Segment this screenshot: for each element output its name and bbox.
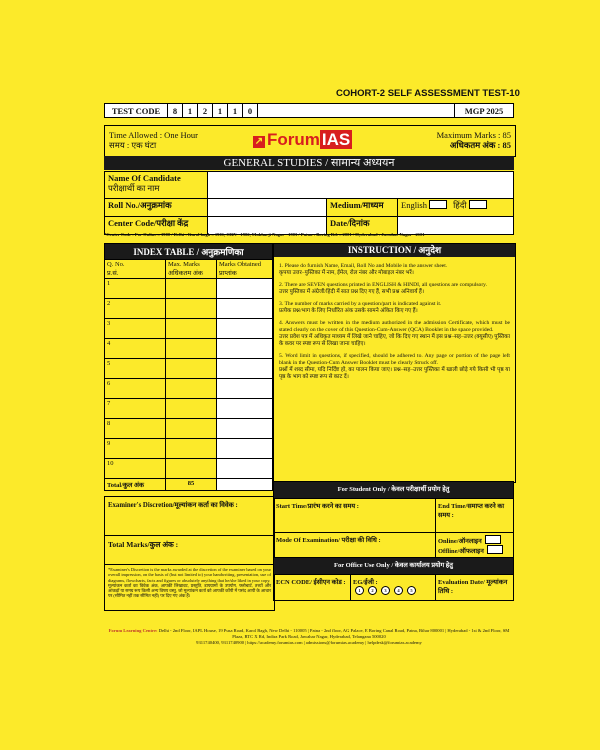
eg-option[interactable]: 3 (381, 586, 390, 595)
offline-checkbox[interactable] (487, 545, 503, 554)
test-code-digit: 1 (213, 104, 228, 118)
table-row: 2 (105, 299, 166, 319)
student-section (273, 481, 514, 601)
evaluation-date-field[interactable]: Evaluation Date/ मूल्यांकन तिथि : (436, 575, 514, 601)
paper-title: GENERAL STUDIES / सामान्य अध्ययन (104, 156, 514, 170)
table-row: 7 (105, 399, 166, 419)
total-value: 85 (166, 479, 217, 491)
instruction-item: 2. There are SEVEN questions printed in ENGLISH & HINDI, all questions are compulsory. उत्तर पुस्तिका में अंग्रेजी/हिंदी में सात प्रश्न दिए गए हैं, सभी प्रश्न अनिवार्य हैं। (279, 282, 488, 295)
test-title: COHORT-2 SELF ASSESSMENT TEST-10 (336, 88, 520, 99)
table-row: 3 (105, 319, 166, 339)
name-field[interactable] (208, 172, 514, 199)
instruction-item: 4. Answers must be written in the medium authorized in the admission Certificate, which must be stated clearly on the cover of this Question-Cum-Answer (QCA) Booklet in the space provided. उत्तर प्रवेश पत्र में अधिकृत माध्यम में लिखे जाने चाहिए, जो कि दिए गए स्थान में इस प्रश्न–सह–उत्तर (क्यूसीए) पुस्तिका के कवर पर स्पष्ट रूप से लिखा जाना चाहिए। (279, 320, 510, 347)
end-time-field[interactable]: End Time/समाप्त करने का समय : (436, 499, 514, 533)
eg-option[interactable]: 5 (407, 586, 416, 595)
test-code-bar (104, 103, 514, 118)
total-label: Total/कुल अंक (105, 479, 166, 491)
disclaimer-hi: मूल्यांकन कर्ता का विवेक अंक, आपकी लिखावट, प्रस्तुति, डायग्रामों के उपयोग, फ्लोचार्ट, तथ्यों और आंकड़ों या समग्र रूप किसी अन्य विषय वस्तु, जो मूल्यांकन कर्ता को आपकी कॉपी में पसंद आयी के आधार पर (सीमित नहीं तक सीमित नहीं) पर दिए गए अंक हैं। (108, 582, 271, 599)
paper-header (104, 125, 516, 157)
mode-exam-label: Mode Of Examination/ परीक्षा की विधि : (274, 533, 436, 558)
eg-option[interactable]: 1 (355, 586, 364, 595)
col-q-no: Q. No. प्र.सं. (105, 260, 166, 279)
mode-options: Online/ऑनलाइन Offline/ऑफलाइन (436, 533, 514, 558)
table-row: 5 (105, 359, 166, 379)
roll-label: Roll No./अनुक्रमांक (105, 199, 208, 217)
instruction-item: 5. Word limit in questions, if specified, should be adhered to. Any page or portion of the page left blank in the Question-Cum Answer Booklet must be clearly Struck off. प्रश्नों में शब्द सीमा, यदि निर्दिष्ट हो, का पालन किया जाए। प्रश्न–सह–उत्तर पुस्तिका में खाली छोड़े गये किसी भी पृष्ठ या पृष्ठ के भाग को स्पष्ट रूप से काट दें। (279, 353, 510, 380)
footer-label: Forum Learning Centre: (108, 628, 158, 633)
index-table (104, 243, 273, 491)
name-label: Name Of Candidate परीक्षार्थी का नाम (105, 172, 208, 199)
candidate-details (104, 171, 514, 235)
center-label: Center Code/परीक्षा केंद्र (105, 217, 208, 235)
disclaimer-en: *Examiner's Discretion is the marks awarded at the discretion of the examiner based on your overall impression, on the basis of (but not limited to) your handwriting, presentation, use of diagrams, flowcharts, facts and figures or absolutely anything that he/she liked in your copy. (108, 567, 271, 583)
max-marks: Maximum Marks : 85 अधिकतम अंक : 85 (436, 130, 511, 150)
ecn-code-field[interactable]: ECN CODE/ ईसीएन कोड : (274, 575, 351, 601)
footer (104, 628, 514, 646)
mgp-label: MGP 2025 (455, 104, 514, 118)
code-spacer (258, 104, 455, 118)
eg-field: EG/ईजी : 1 2 3 4 5 (351, 575, 436, 601)
total-obtained-field[interactable] (217, 479, 273, 491)
center-codes-note: *Center Code : For Online – 1900 / Delhi : Karol bagh – 1901, ORN - 1902, Mukharji Nagar - 1903 / Patna : Boring Rd. – 2001 / Hyderabad : Jawahar Nagar - 2101 (104, 232, 425, 237)
table-row: 1 (105, 279, 166, 299)
medium-options: English हिंदी (398, 199, 514, 217)
examiner-section (104, 496, 275, 611)
test-code-digit: 1 (183, 104, 198, 118)
online-checkbox[interactable] (485, 535, 501, 544)
hindi-checkbox[interactable] (469, 200, 487, 209)
instruction-title: INSTRUCTION / अनुदेश (274, 244, 515, 257)
time-allowed: Time Allowed : One Hour समय : एक घंटा (109, 130, 198, 150)
examiner-discretion-label: Examiner's Discretion/मूल्यांकन कर्ता का विवेक : (105, 497, 274, 536)
test-code-digit: 0 (243, 104, 258, 118)
eg-option[interactable]: 2 (368, 586, 377, 595)
table-row: 4 (105, 339, 166, 359)
table-row: 8 (105, 419, 166, 439)
table-row: 6 (105, 379, 166, 399)
date-label: Date/दिनांक (327, 217, 398, 235)
eg-option[interactable]: 4 (394, 586, 403, 595)
office-only-title: For Office Use Only / केवल कार्यालय प्रयोग हेतु (274, 558, 514, 575)
instruction-item: 1. Please do furnish Name, Email, Roll No and Mobile in the answer sheet. कृपया उत्तर–पुस्तिका में नाम, ईमेल, रोल नंबर और मोबाइल नंबर भरें। (279, 263, 448, 276)
col-marks-obtained: Marks Obtained प्राप्तांक (217, 260, 273, 279)
student-only-title: For Student Only / केवल परीक्षार्थी प्रयोग हेतु (274, 482, 514, 499)
footer-contacts: 9311740400, 9311740900 | https://academy.forumias.com | admissions@forumias.academy | helpdesk@forumias.academy (196, 640, 422, 645)
test-code-digit: 2 (198, 104, 213, 118)
index-table-title: INDEX TABLE / अनुक्रमणिका (105, 244, 273, 260)
start-time-field[interactable]: Start Time/प्रारंभ करने का समय : (274, 499, 436, 533)
total-marks-label: Total Marks/कुल अंक : (105, 536, 274, 565)
table-row: 10 (105, 459, 166, 479)
footer-addresses: Delhi - 2nd Floor, IAPL House, 19 Pusa Road, Karol Bagh, New Delhi - 110005 | Patna - 2nd floor, AG Palace, E Boring Canal Road, Patna, Bihar 800001 | Hyderabad - 1st & 2nd Floor, SM Plaza, RTC X Rd, Indira Park Road, Jawahar Nagar, Hyderabad, Telangana 500020 (158, 628, 510, 639)
logo-arrow-icon: ↗ (254, 136, 264, 147)
english-checkbox[interactable] (429, 200, 447, 209)
medium-label: Medium/माध्यम (327, 199, 398, 217)
test-code-digit: 8 (168, 104, 183, 118)
instruction-item: 3. The number of marks carried by a question/part is indicated against it. प्रत्येक प्रश्न/भाग के लिए निर्धारित अंक उसके सामने अंकित किए गए हैं। (279, 301, 442, 314)
table-row: 9 (105, 439, 166, 459)
forumias-logo: ↗ Forum IAS (254, 130, 351, 149)
test-code-digit: 1 (228, 104, 243, 118)
col-max-marks: Max. Marks अधिकतम अंक (166, 260, 217, 279)
test-code-label: TEST CODE (105, 104, 168, 118)
roll-field[interactable] (208, 199, 327, 217)
instruction-panel (273, 243, 516, 483)
